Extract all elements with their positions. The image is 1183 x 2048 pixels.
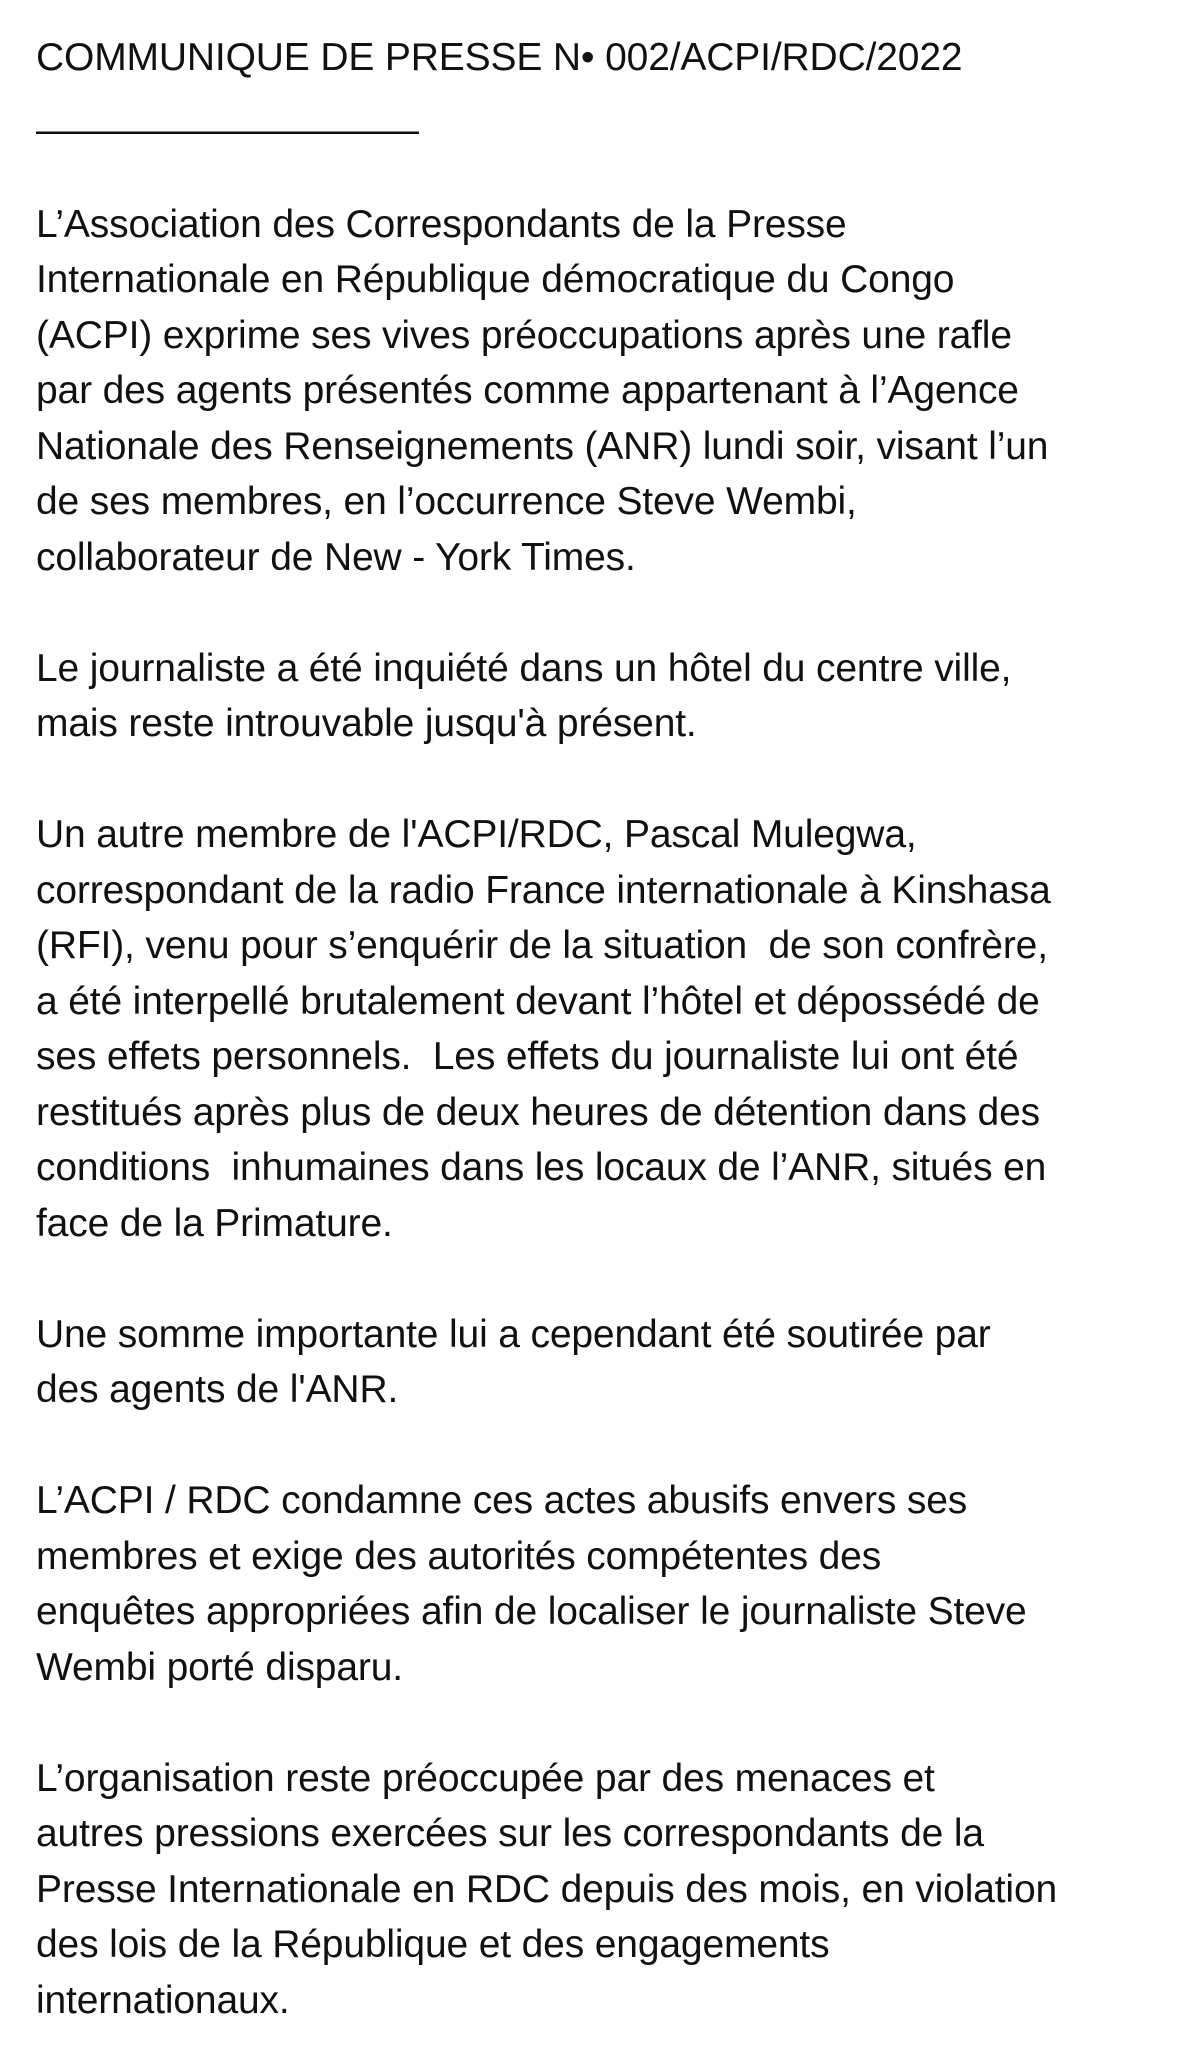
paragraph-condemnation (36, 1473, 1156, 1695)
text-line: des lois de la République et des engagements (36, 1923, 830, 1966)
text-line: L’organisation reste préoccupée par des menaces et (36, 1756, 935, 1800)
press-release-title: COMMUNIQUE DE PRESSE N• 002/ACPI/RDC/2022 (36, 36, 963, 79)
text-line: conditions inhumaines dans les locaux de l’ANR, situés en (36, 1146, 1047, 1189)
paragraph-intro (36, 197, 1156, 586)
text-line: Une somme importante lui a cependant été soutirée par (36, 1312, 991, 1356)
text-line: (ACPI) exprime ses vives préoccupations après une rafle (36, 313, 1012, 357)
text-line: Presse Internationale en RDC depuis des mois, en violation (36, 1867, 1058, 1911)
text-line: correspondant de la radio France internationale à Kinshasa (36, 868, 1051, 912)
text-line: de ses membres, en l’occurrence Steve Wembi, (36, 480, 857, 523)
text-line: membres et exige des autorités compétentes des (36, 1534, 882, 1578)
press-release (36, 30, 1156, 2028)
text-line: Wembi porté disparu. (36, 1645, 403, 1689)
spacer (36, 141, 1156, 197)
spacer (36, 1418, 1156, 1474)
text-line: des agents de l'ANR. (36, 1368, 399, 1411)
spacer (36, 585, 1156, 641)
text-line: a été interpellé brutalement devant l’hôtel et dépossédé de (36, 979, 1040, 1023)
paragraph-second-member (36, 807, 1156, 1251)
text-line: Le journaliste a été inquiété dans un hôtel du centre ville, (36, 646, 1012, 690)
text-line: collaborateur de New - York Times. (36, 535, 636, 579)
text-line: Nationale des Renseignements (ANR) lundi soir, visant l’un (36, 424, 1049, 468)
paragraph-concerns (36, 1751, 1156, 2029)
text-line: face de la Primature. (36, 1201, 393, 1245)
text-line: (RFI), venu pour s’enquérir de la situation de son confrère, (36, 924, 1048, 967)
text-line: Un autre membre de l'ACPI/RDC, Pascal Mulegwa, (36, 813, 917, 856)
text-line: autres pressions exercées sur les correspondants de la (36, 1812, 984, 1855)
text-line: par des agents présentés comme appartenant à l’Agence (36, 369, 1019, 412)
text-line: Internationale en République démocratique du Congo (36, 258, 955, 301)
text-line: L’ACPI / RDC condamne ces actes abusifs envers ses (36, 1479, 968, 1522)
title-underline-rule: ________________________ (36, 91, 413, 135)
text-line: enquêtes appropriées afin de localiser le journaliste Steve (36, 1590, 1027, 1633)
text-line: restitués après plus de deux heures de détention dans des (36, 1090, 1040, 1134)
spacer (36, 752, 1156, 808)
paragraph-missing-journalist (36, 641, 1156, 752)
spacer (36, 1695, 1156, 1751)
paragraph-extortion (36, 1307, 1156, 1418)
spacer (36, 1251, 1156, 1307)
text-line: internationaux. (36, 1978, 290, 2022)
text-line: L’Association des Correspondants de la Presse (36, 202, 847, 246)
text-line: ses effets personnels. Les effets du journaliste lui ont été (36, 1035, 1019, 1078)
text-line: mais reste introuvable jusqu'à présent. (36, 702, 697, 745)
